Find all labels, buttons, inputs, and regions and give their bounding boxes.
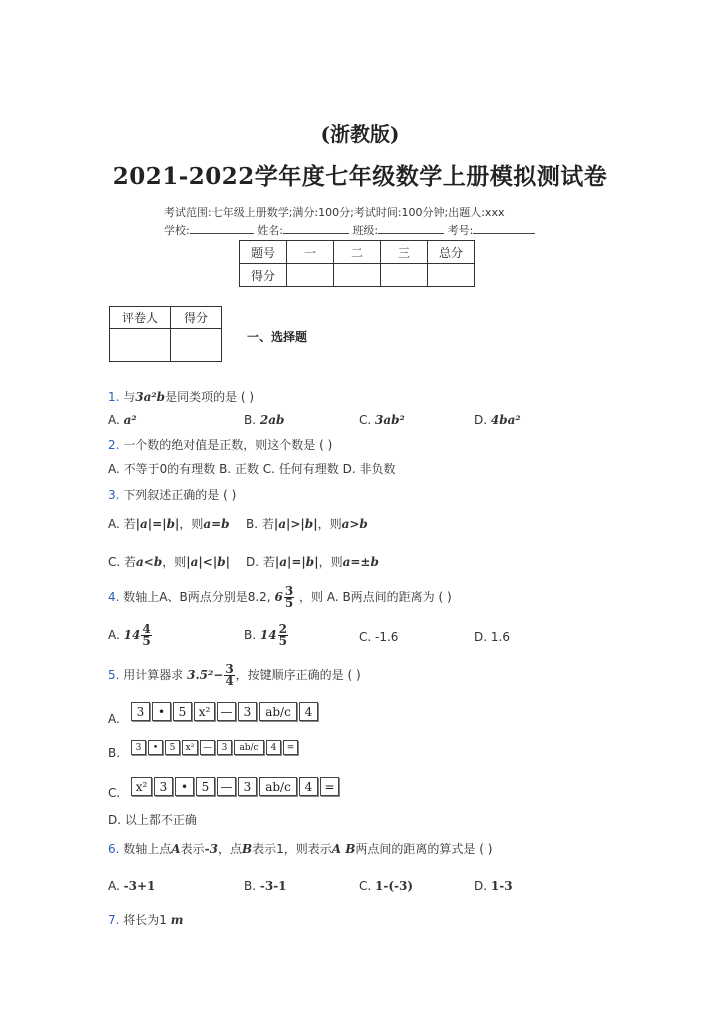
score-header-cell: 三 — [381, 241, 428, 264]
question-3-stem — [108, 486, 236, 503]
stem-text: 两点间的距离的算式是 ( ) — [355, 842, 493, 856]
class-blank[interactable] — [378, 223, 444, 234]
calc-key: — — [217, 777, 236, 796]
calc-key: 3 — [131, 740, 146, 755]
calc-key: — — [200, 740, 215, 755]
name-blank[interactable] — [283, 223, 349, 234]
calc-key: • — [148, 740, 163, 755]
stem-text: 用计算器求 — [123, 668, 184, 682]
score-header-cell: 二 — [334, 241, 381, 264]
math-expr: a=b — [203, 517, 230, 531]
math-expr: A — [171, 842, 181, 856]
option-4b[interactable] — [244, 624, 289, 647]
option-label: C. — [359, 879, 372, 893]
question-number: 7. — [108, 913, 120, 927]
option-4a[interactable] — [108, 624, 153, 647]
calc-key: • — [175, 777, 194, 796]
math-expr: |a|=|b| — [135, 517, 180, 531]
math-expr: B — [241, 842, 253, 856]
option-label: A. — [108, 628, 120, 642]
math-expr: 3a²b — [135, 390, 166, 404]
question-number: 5. — [108, 668, 120, 682]
math-expr: 3.5²− — [187, 668, 224, 682]
calc-key: 5 — [173, 702, 192, 721]
numerator: 3 — [225, 662, 234, 676]
grader-score-cell[interactable] — [171, 329, 222, 362]
number-blank[interactable] — [473, 223, 535, 234]
option-1b[interactable] — [244, 413, 284, 427]
mixed-number-whole: 14 — [259, 628, 277, 642]
stem-text: ，按键顺序正确的是 ( ) — [235, 668, 361, 682]
option-5a-keys[interactable] — [131, 702, 318, 721]
grader-score-header: 得分 — [171, 307, 222, 329]
fraction — [141, 624, 151, 647]
score-header-cell: 题号 — [240, 241, 287, 264]
math-expr: m — [170, 913, 184, 927]
option-3b[interactable] — [246, 515, 368, 532]
numerator: 3 — [284, 584, 294, 598]
math-expr: A B — [331, 842, 356, 856]
calc-key: ab/c — [234, 740, 264, 755]
option-text: ，则 — [179, 517, 204, 531]
calc-key: = — [320, 777, 339, 796]
fraction — [278, 624, 288, 647]
option-5c-keys[interactable] — [131, 777, 339, 796]
option-label: B. 若 — [246, 517, 274, 531]
calc-key: 3 — [217, 740, 232, 755]
score-cell[interactable] — [287, 264, 334, 287]
numerator: 4 — [142, 622, 151, 636]
stem-text: 一个数的绝对值是正数，则这个数是 ( ) — [123, 438, 333, 452]
calc-key: 4 — [299, 777, 318, 796]
option-label: D. — [108, 813, 122, 827]
option-1c[interactable] — [359, 413, 405, 427]
option-text: ，则 — [318, 555, 343, 569]
calc-key: — — [217, 702, 236, 721]
calc-key: 3 — [154, 777, 173, 796]
calc-key: 4 — [266, 740, 281, 755]
calc-key: x² — [194, 702, 215, 721]
question-7-stem — [108, 911, 183, 928]
math-expr: 4ba² — [490, 413, 521, 427]
question-2-stem — [108, 436, 332, 453]
option-4c[interactable] — [359, 630, 398, 644]
stem-text: 下列叙述正确的是 ( ) — [123, 488, 237, 502]
math-expr: 1-3 — [490, 879, 513, 893]
calc-key: 3 — [131, 702, 150, 721]
calc-key: 5 — [165, 740, 180, 755]
option-1d[interactable] — [474, 413, 521, 427]
calc-key: ab/c — [259, 777, 297, 796]
exam-title: 2021-2022学年度七年级数学上册模拟测试卷 — [112, 163, 608, 190]
stem-text: ，点 — [217, 842, 242, 856]
option-label: A. — [108, 879, 120, 893]
stem-text: 与 — [123, 390, 136, 404]
option-label: A. — [108, 413, 120, 427]
score-table-header-row — [240, 241, 475, 264]
option-label: D. — [474, 879, 488, 893]
option-5a-label: A. — [108, 712, 120, 726]
option-5c-label: C. — [108, 786, 121, 800]
calc-key: 3 — [238, 702, 257, 721]
option-label: A. 若 — [108, 517, 136, 531]
question-2-options[interactable]: A. 不等于0的有理数 B. 正数 C. 任何有理数 D. 非负数 — [108, 462, 396, 476]
name-label: 姓名: — [257, 224, 283, 237]
exam-info-line: 考试范围:七年级上册数学;满分:100分;考试时间:100分钟;出题人:xxx — [164, 206, 505, 219]
calc-key: x² — [182, 740, 198, 755]
calc-key: ab/c — [259, 702, 297, 721]
math-expr: -3-1 — [259, 879, 287, 893]
math-expr: |a|=|b| — [274, 555, 319, 569]
math-expr: |a|<|b| — [186, 555, 230, 569]
question-1-stem — [108, 388, 254, 405]
calc-key: 5 — [196, 777, 215, 796]
class-label: 班级: — [352, 224, 379, 237]
score-header-cell: 一 — [287, 241, 334, 264]
grader-table — [109, 306, 222, 362]
option-6c[interactable] — [359, 879, 413, 893]
option-label: C. — [359, 630, 372, 644]
option-6b[interactable] — [244, 879, 287, 893]
math-expr: a=±b — [342, 555, 379, 569]
score-cell[interactable] — [428, 264, 475, 287]
math-expr: a>b — [341, 517, 368, 531]
mixed-number-whole: 6 — [274, 590, 283, 604]
calc-key: = — [283, 740, 298, 755]
mixed-number-whole: 14 — [123, 628, 141, 642]
option-text: 以上都不正确 — [124, 813, 197, 827]
question-number: 3. — [108, 488, 120, 502]
denominator: 4 — [225, 674, 234, 688]
score-table-row — [240, 264, 475, 287]
grader-cell[interactable] — [110, 329, 171, 362]
math-expr: a<b — [136, 555, 163, 569]
option-1a[interactable] — [108, 413, 137, 427]
score-table — [239, 240, 475, 287]
option-text: -1.6 — [375, 630, 399, 644]
numerator: 2 — [278, 622, 287, 636]
option-label: D. — [474, 630, 488, 644]
number-label: 考号: — [447, 224, 474, 237]
math-expr: 1-(-3) — [375, 879, 414, 893]
calc-key: • — [152, 702, 171, 721]
option-text: ，则 — [317, 517, 342, 531]
calc-key: x² — [131, 777, 152, 796]
denominator: 5 — [142, 634, 151, 648]
stem-text: 数轴上A、B两点分别是8.2, — [123, 590, 271, 604]
option-5b-label: B. — [108, 746, 121, 760]
question-4-stem — [108, 586, 452, 609]
question-number: 2. — [108, 438, 120, 452]
option-label: B. — [244, 628, 257, 642]
score-cell[interactable] — [334, 264, 381, 287]
option-5d[interactable] — [108, 811, 197, 828]
stem-text: ，则 A. B两点间的距离为 ( ) — [299, 590, 452, 604]
stem-text: 将长为1 — [123, 913, 167, 927]
calc-key: 3 — [238, 777, 257, 796]
fraction — [224, 664, 234, 687]
option-3c[interactable] — [108, 553, 230, 570]
student-info-line — [164, 222, 535, 238]
option-label: B. — [244, 413, 257, 427]
option-4d[interactable] — [474, 630, 510, 644]
math-expr: 3ab² — [375, 413, 405, 427]
exam-subtitle: (浙教版) — [320, 122, 400, 146]
fraction — [284, 586, 294, 609]
section-title: 一、选择题 — [247, 330, 308, 344]
option-3d[interactable] — [246, 553, 379, 570]
option-text: 1.6 — [490, 630, 510, 644]
stem-text: 表示 — [180, 842, 205, 856]
math-expr: -3 — [204, 842, 218, 856]
stem-text: 是同类项的是 ( ) — [165, 390, 255, 404]
option-6d[interactable] — [474, 879, 513, 893]
option-label: D. 若 — [246, 555, 275, 569]
denominator: 5 — [278, 634, 287, 648]
calc-key: 4 — [299, 702, 318, 721]
score-row-label: 得分 — [240, 264, 287, 287]
score-header-cell: 总分 — [428, 241, 475, 264]
option-label: C. — [359, 413, 372, 427]
option-5b-keys[interactable] — [131, 740, 298, 755]
question-5-stem — [108, 664, 361, 687]
score-cell[interactable] — [381, 264, 428, 287]
question-number: 4. — [108, 590, 120, 604]
math-expr: a² — [123, 413, 137, 427]
option-3a[interactable] — [108, 515, 230, 532]
stem-text: 数轴上点 — [123, 842, 172, 856]
math-expr: 2ab — [259, 413, 285, 427]
denominator: 5 — [284, 596, 294, 610]
grader-header: 评卷人 — [110, 307, 171, 329]
question-6-stem — [108, 840, 492, 857]
question-number: 1. — [108, 390, 120, 404]
math-expr: |a|>|b| — [273, 517, 318, 531]
stem-text: 表示1，则表示 — [252, 842, 332, 856]
option-6a[interactable] — [108, 879, 155, 893]
question-number: 6. — [108, 842, 120, 856]
option-label: B. — [244, 879, 257, 893]
option-label: C. 若 — [108, 555, 137, 569]
math-expr: -3+1 — [123, 879, 156, 893]
option-text: ，则 — [162, 555, 187, 569]
school-label: 学校: — [164, 224, 190, 237]
school-blank[interactable] — [190, 223, 254, 234]
option-label: D. — [474, 413, 488, 427]
